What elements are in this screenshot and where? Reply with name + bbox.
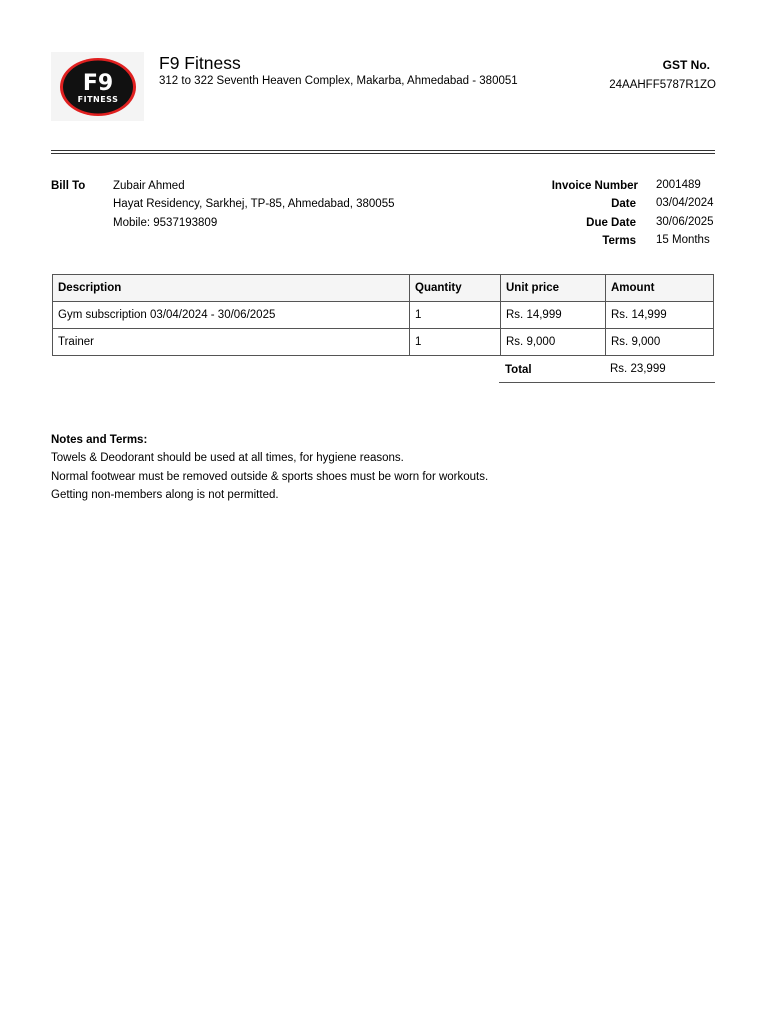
- bill-to-label: Bill To: [51, 180, 86, 192]
- company-address: 312 to 322 Seventh Heaven Complex, Makarba, Ahmedabad - 380051: [159, 75, 518, 87]
- item-amount: Rs. 9,000: [606, 329, 714, 356]
- logo-sub-text: FITNESS: [77, 95, 119, 104]
- invoice-items-table: [52, 274, 714, 356]
- column-header-quantity: Quantity: [410, 275, 501, 302]
- item-description: Gym subscription 03/04/2024 - 30/06/2025: [53, 302, 410, 329]
- header-divider: [51, 150, 715, 154]
- table-row: [53, 329, 714, 356]
- company-logo: [51, 52, 144, 121]
- invoice-date-label: Date: [611, 198, 636, 210]
- gst-number: 24AAHFF5787R1ZO: [609, 79, 716, 91]
- item-unit-price: Rs. 9,000: [501, 329, 606, 356]
- invoice-number-label: Invoice Number: [551, 180, 638, 192]
- customer-mobile: Mobile: 9537193809: [113, 217, 218, 229]
- table-header-row: [53, 275, 714, 302]
- notes-title: Notes and Terms:: [51, 434, 148, 446]
- invoice-date: 03/04/2024: [656, 197, 714, 209]
- note-line: Getting non-members along is not permitted.: [51, 489, 279, 501]
- item-quantity: 1: [410, 302, 501, 329]
- note-line: Normal footwear must be removed outside & sports shoes must be worn for workouts.: [51, 471, 489, 483]
- total-amount: Rs. 23,999: [610, 363, 666, 375]
- terms-label: Terms: [602, 235, 636, 247]
- customer-address: Hayat Residency, Sarkhej, TP-85, Ahmedabad, 380055: [113, 198, 395, 210]
- column-header-description: Description: [53, 275, 410, 302]
- invoice-number: 2001489: [656, 179, 701, 191]
- total-label: Total: [505, 364, 532, 376]
- company-name: F9 Fitness: [159, 53, 241, 73]
- logo-main-text: F9: [82, 71, 114, 96]
- item-amount: Rs. 14,999: [606, 302, 714, 329]
- item-description: Trainer: [53, 329, 410, 356]
- terms-value: 15 Months: [656, 234, 710, 246]
- gst-label: GST No.: [662, 58, 710, 72]
- item-quantity: 1: [410, 329, 501, 356]
- due-date: 30/06/2025: [656, 216, 714, 228]
- total-underline: [499, 382, 715, 383]
- item-unit-price: Rs. 14,999: [501, 302, 606, 329]
- column-header-unit-price: Unit price: [501, 275, 606, 302]
- customer-name: Zubair Ahmed: [113, 180, 185, 192]
- due-date-label: Due Date: [586, 217, 636, 229]
- note-line: Towels & Deodorant should be used at all times, for hygiene reasons.: [51, 452, 404, 464]
- column-header-amount: Amount: [606, 275, 714, 302]
- table-row: [53, 302, 714, 329]
